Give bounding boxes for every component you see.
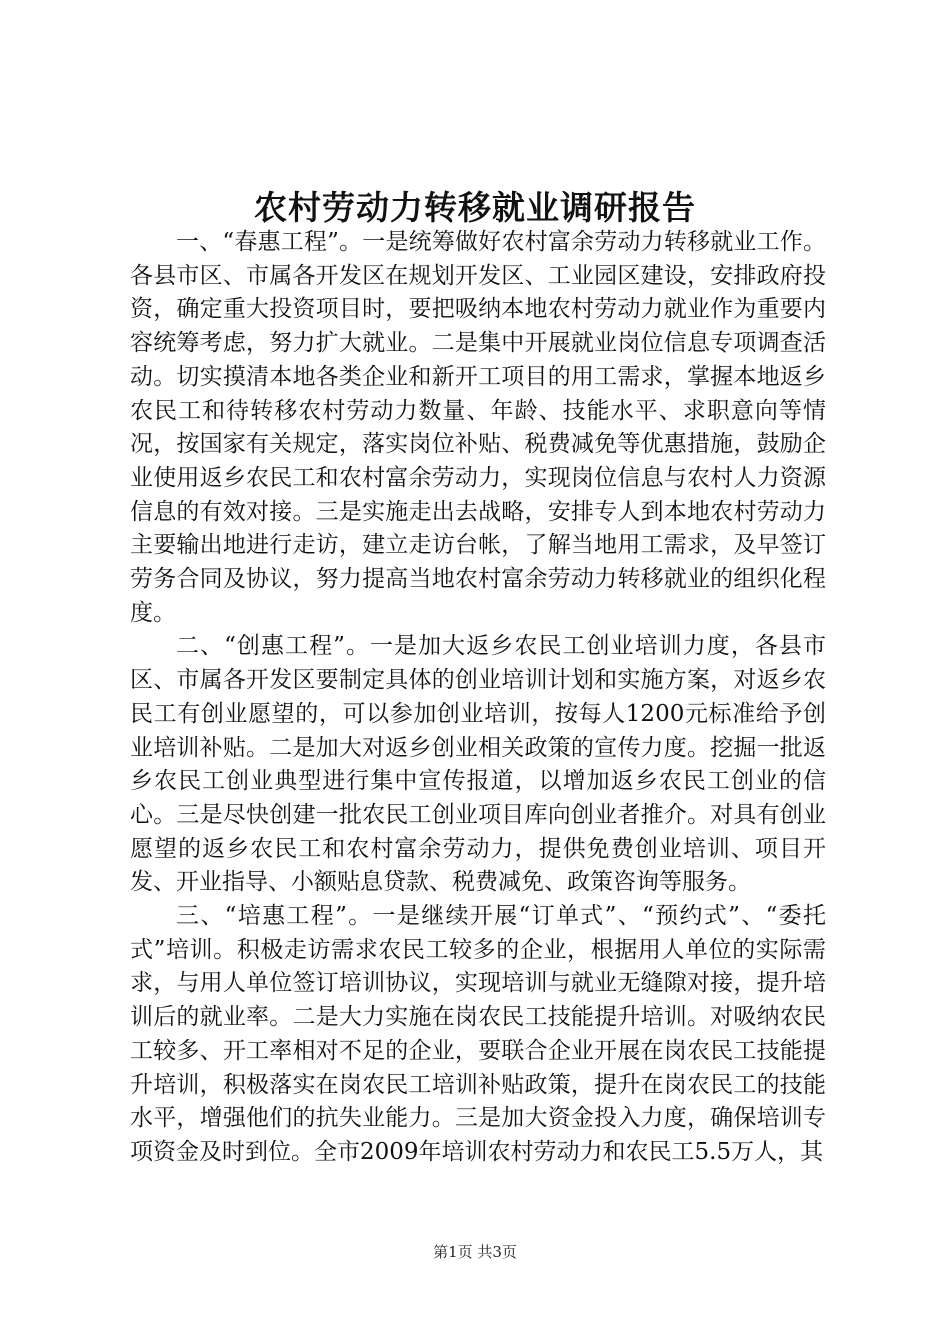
paragraph-peihui: 三、“培惠工程”。一是继续开展“订单式”、“预约式”、“委托式”培训。积极走访需求农民工较多的企业，根据用人单位的实际需求，与用人单位签订培训协议，实现培训与就业无缝隙对接，提升培训后的就业率。二是大力实施在岗农民工技能提升培训。对吸纳农民工较多、开工率相对不足的企业，要联合企业开展在岗农民工技能提升培训，积极落实在岗农民工培训补贴政策，提升在岗农民工的技能水平，增强他们的抗失业能力。三是加大资金投入力度，确保培训专项资金及时到位。全市2009年培训农村劳动力和农民工5.5万人，其 <box>130 903 826 1165</box>
paragraph-chuanghui: 二、“创惠工程”。一是加大返乡农民工创业培训力度，各县市区、市属各开发区要制定具体的创业培训计划和实施方案，对返乡农民工有创业愿望的，可以参加创业培训，按每人1200元标准给予创业培训补贴。二是加大对返乡创业相关政策的宣传力度。挖掘一批返乡农民工创业典型进行集中宣传报道，以增加返乡农民工创业的信心。三是尽快创建一批农民工创业项目库向创业者推介。对具有创业愿望的返乡农民工和农村富余劳动力，提供免费创业培训、项目开发、开业指导、小额贴息贷款、税费减免、政策咨询等服务。 <box>130 633 826 896</box>
document-body <box>130 226 826 1170</box>
page-number-footer: 第1页 共3页 <box>433 1243 517 1261</box>
paragraph-chunhui: 一、“春惠工程”。一是统筹做好农村富余劳动力转移就业工作。各县市区、市属各开发区在规划开发区、工业园区建设，安排政府投资，确定重大投资项目时，要把吸纳本地农村劳动力就业作为重要内容统筹考虑，努力扩大就业。二是集中开展就业岗位信息专项调查活动。切实摸清本地各类企业和新开工项目的用工需求，掌握本地返乡农民工和待转移农村劳动力数量、年龄、技能水平、求职意向等情况，按国家有关规定，落实岗位补贴、税费减免等优惠措施，鼓励企业使用返乡农民工和农村富余劳动力，实现岗位信息与农村人力资源信息的有效对接。三是实施走出去战略，安排专人到本地农村劳动力主要输出地进行走访，建立走访台帐，了解当地用工需求，及早签订劳务合同及协议，努力提高当地农村富余劳动力转移就业的组织化程度。 <box>130 229 826 626</box>
document-title: 农村劳动力转移就业调研报告 <box>254 188 696 227</box>
